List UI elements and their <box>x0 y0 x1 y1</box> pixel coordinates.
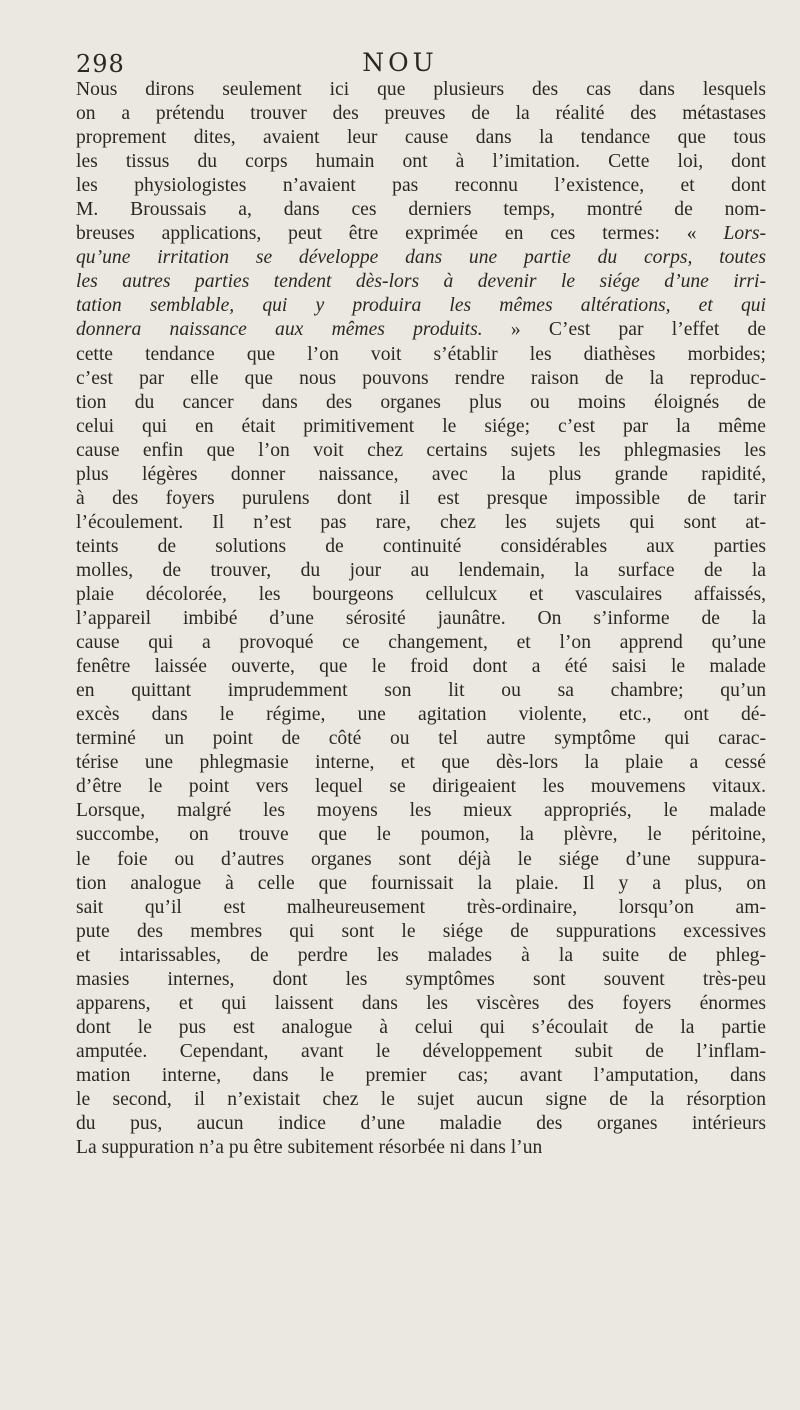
text-line <box>76 102 766 126</box>
text-line <box>76 823 766 847</box>
text-line <box>76 415 766 439</box>
text-line <box>76 631 766 655</box>
text-segment: molles, de trouver, du jour au lendemain, la surface de la <box>76 559 766 581</box>
text-line <box>76 1088 766 1112</box>
text-segment: les physiologistes n’avaient pas reconnu l’existence, et dont <box>76 175 766 197</box>
text-segment: cause enfin que l’on voit chez certains sujets les phlegmasies les <box>76 439 766 461</box>
text-line <box>76 535 766 559</box>
text-segment: du pus, aucun indice d’une maladie des organes intérieurs <box>76 1113 766 1135</box>
text-segment: on a prétendu trouver des preuves de la réalité des métastases <box>76 103 766 125</box>
italic-text: tation semblable, qui y produira les mêmes altérations, et qui <box>76 295 766 317</box>
italic-text: les autres parties tendent dès-lors à devenir le siége d’une irri- <box>76 271 766 293</box>
italic-text: Lors- <box>723 223 766 245</box>
page-number: 298 <box>76 50 125 78</box>
text-line <box>76 1112 766 1136</box>
text-line <box>76 799 766 823</box>
text-segment: masies internes, dont les symptômes sont souvent très-peu <box>76 968 766 990</box>
text-line <box>76 559 766 583</box>
text-segment: plus légères donner naissance, avec la plus grande rapidité, <box>76 463 766 485</box>
text-line <box>76 1136 766 1160</box>
text-line <box>76 270 766 294</box>
text-segment: cause qui a provoqué ce changement, et l’on apprend qu’une <box>76 632 766 654</box>
text-line <box>76 439 766 463</box>
text-segment: le foie ou d’autres organes sont déjà le siége d’une suppura- <box>76 848 766 870</box>
text-segment: » C’est par l’effet de <box>482 319 766 341</box>
text-line <box>76 992 766 1016</box>
text-segment: breuses applications, peut être exprimée en ces termes: « <box>76 223 724 245</box>
text-segment: c’est par elle que nous pouvons rendre raison de la reproduc- <box>76 367 766 389</box>
text-segment: La suppuration n’a pu être subitement résorbée ni dans l’un <box>76 1137 543 1159</box>
text-line <box>76 126 766 150</box>
text-segment: à des foyers purulens dont il est presque impossible de tarir <box>76 487 766 509</box>
text-line <box>76 174 766 198</box>
text-segment: Nous dirons seulement ici que plusieurs des cas dans lesquels <box>76 79 766 100</box>
text-segment: succombe, on trouve que le poumon, la plèvre, le péritoine, <box>76 824 766 846</box>
text-line <box>76 583 766 607</box>
text-segment: pute des membres qui sont le siége de suppurations excessives <box>76 920 766 942</box>
text-line <box>76 463 766 487</box>
text-segment: Lorsque, malgré les moyens les mieux appropriés, le malade <box>76 800 766 822</box>
text-line <box>76 198 766 222</box>
text-line <box>76 944 766 968</box>
text-segment: M. Broussais a, dans ces derniers temps, montré de nom- <box>76 199 766 221</box>
text-segment: d’être le point vers lequel se dirigeaient les mouvemens vitaux. <box>76 776 766 798</box>
text-segment: sait qu’il est malheureusement très-ordinaire, lorsqu’on am- <box>76 896 766 918</box>
text-segment: plaie décolorée, les bourgeons cellulcux et vasculaires affaissés, <box>76 583 766 605</box>
text-line <box>76 78 766 102</box>
text-segment: excès dans le régime, une agitation violente, etc., ont dé- <box>76 704 766 726</box>
text-line <box>76 1064 766 1088</box>
text-line <box>76 487 766 511</box>
text-line <box>76 150 766 174</box>
text-segment: amputée. Cependant, avant le développement subit de l’inflam- <box>76 1040 766 1062</box>
text-line <box>76 294 766 318</box>
text-line <box>76 318 766 342</box>
text-line <box>76 367 766 391</box>
text-line <box>76 679 766 703</box>
text-line <box>76 1040 766 1064</box>
text-segment: en quittant imprudemment son lit ou sa chambre; qu’un <box>76 680 766 702</box>
text-line <box>76 775 766 799</box>
text-line <box>76 343 766 367</box>
text-line <box>76 703 766 727</box>
text-line <box>76 511 766 535</box>
italic-text: donnera naissance aux mêmes produits. <box>76 319 483 341</box>
text-segment: teints de solutions de continuité considérables aux parties <box>76 535 766 557</box>
text-line <box>76 848 766 872</box>
text-segment: l’écoulement. Il n’est pas rare, chez les sujets qui sont at- <box>76 511 766 533</box>
text-line <box>76 655 766 679</box>
text-line <box>76 222 766 246</box>
text-segment: tion du cancer dans des organes plus ou moins éloignés de <box>76 391 766 413</box>
text-line <box>76 246 766 270</box>
running-head: NOU <box>362 48 438 77</box>
text-segment: et intarissables, de perdre les malades à la suite de phleg- <box>76 944 766 966</box>
text-line <box>76 896 766 920</box>
text-segment: tion analogue à celle que fournissait la plaie. Il y a plus, on <box>76 872 766 894</box>
text-segment: les tissus du corps humain ont à l’imitation. Cette loi, dont <box>76 151 766 173</box>
text-line <box>76 872 766 896</box>
text-segment: fenêtre laissée ouverte, que le froid dont a été saisi le malade <box>76 656 766 678</box>
text-segment: apparens, et qui laissent dans les viscères des foyers énormes <box>76 992 766 1014</box>
text-segment: l’appareil imbibé d’une sérosité jaunâtre. On s’informe de la <box>76 608 766 630</box>
text-segment: le second, il n’existait chez le sujet aucun signe de la résorption <box>76 1088 766 1110</box>
text-line <box>76 607 766 631</box>
text-segment: térise une phlegmasie interne, et que dès-lors la plaie a cessé <box>76 752 766 774</box>
text-segment: cette tendance que l’on voit s’établir les diathèses morbides; <box>76 343 766 365</box>
text-segment: dont le pus est analogue à celui qui s’écoulait de la partie <box>76 1016 766 1038</box>
text-segment: mation interne, dans le premier cas; avant l’amputation, dans <box>76 1064 766 1086</box>
body-text <box>76 78 766 1160</box>
text-segment: terminé un point de côté ou tel autre symptôme qui carac- <box>76 728 766 750</box>
text-line <box>76 920 766 944</box>
text-line <box>76 727 766 751</box>
text-line <box>76 968 766 992</box>
text-segment: celui qui en était primitivement le siége; c’est par la même <box>76 415 766 437</box>
text-line <box>76 391 766 415</box>
italic-text: qu’une irritation se développe dans une partie du corps, toutes <box>76 247 766 269</box>
text-line <box>76 751 766 775</box>
text-line <box>76 1016 766 1040</box>
text-segment: proprement dites, avaient leur cause dans la tendance que tous <box>76 127 766 149</box>
